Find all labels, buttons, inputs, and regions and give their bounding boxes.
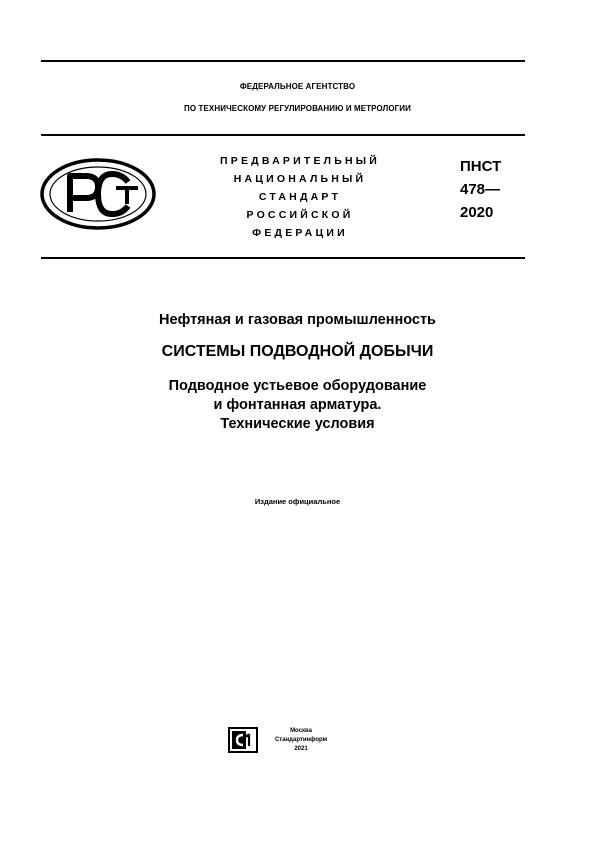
standartinform-logo-icon	[228, 727, 258, 753]
header-rule	[41, 134, 525, 136]
edition-note: Издание официальное	[254, 497, 341, 506]
top-rule	[41, 60, 525, 62]
standard-type-line: ФЕДЕРАЦИИ	[252, 227, 348, 239]
subtitle-line: Технические условия	[220, 416, 375, 432]
publisher-info	[265, 727, 337, 754]
publisher-city: Москва	[290, 728, 312, 734]
standard-type-line: ПРЕДВАРИТЕЛЬНЫЙ	[220, 155, 380, 167]
subtitle-line: и фонтанная арматура.	[213, 397, 382, 413]
standard-type-line: НАЦИОНАЛЬНЫЙ	[233, 173, 367, 185]
standard-designation	[460, 155, 501, 224]
standard-code: ПНСТ	[460, 158, 502, 175]
publisher-name: Стандартинформ	[274, 737, 328, 743]
publisher-year: 2021	[294, 746, 308, 752]
designation-rule	[41, 257, 525, 259]
agency-name-line2: ПО ТЕХНИЧЕСКОМУ РЕГУЛИРОВАНИЮ И МЕТРОЛОГИИ	[183, 104, 412, 113]
standard-type	[200, 152, 400, 242]
standard-type-line: СТАНДАРТ	[258, 191, 342, 203]
standard-number: 478—	[460, 181, 501, 198]
standard-year: 2020	[460, 204, 494, 221]
agency-name-line1: ФЕДЕРАЛЬНОЕ АГЕНТСТВО	[239, 82, 356, 91]
main-title: СИСТЕМЫ ПОДВОДНОЙ ДОБЫЧИ	[161, 343, 434, 360]
standard-type-line: РОССИЙСКОЙ	[246, 209, 354, 221]
subtitle-line: Подводное устьевое оборудование	[168, 378, 427, 394]
industry-title: Нефтяная и газовая промышленность	[159, 312, 436, 328]
subtitle	[0, 377, 595, 434]
gost-r-emblem-icon	[40, 158, 156, 230]
